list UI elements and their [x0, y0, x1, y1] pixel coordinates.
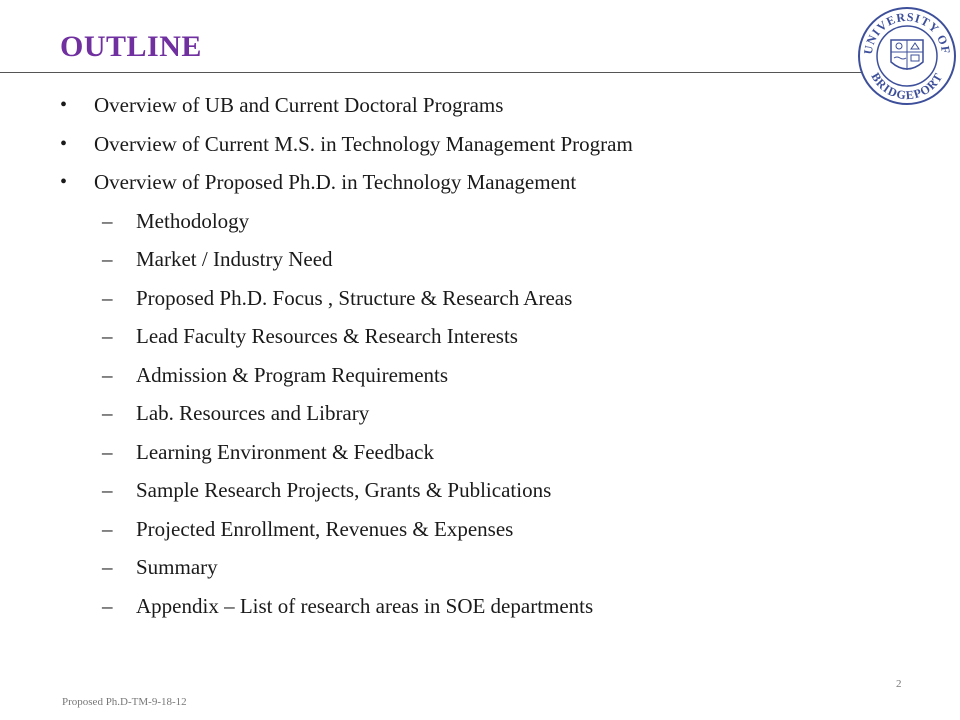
- dash-marker: –: [102, 593, 113, 618]
- footer-text: Proposed Ph.D-TM-9-18-12: [62, 696, 187, 708]
- outline-item-text: Overview of UB and Current Doctoral Programs: [94, 93, 504, 117]
- outline-item-text: Lead Faculty Resources & Research Interests: [136, 324, 518, 348]
- seal-top-text: UNIVERSITY OF: [860, 9, 954, 56]
- outline-item-text: Learning Environment & Feedback: [136, 439, 434, 464]
- sub-bullet-item: [60, 510, 920, 549]
- dash-marker: –: [102, 516, 113, 541]
- outline-list: [60, 86, 920, 625]
- sub-bullet-item: [60, 356, 920, 395]
- outline-item-text: Lab. Resources and Library: [136, 401, 370, 425]
- sub-bullet-item: [60, 471, 920, 510]
- dash-marker: –: [102, 208, 113, 233]
- outline-item-text: Overview of Proposed Ph.D. in Technology Management: [94, 170, 577, 194]
- outline-item-text: Summary: [136, 555, 218, 579]
- slide-title: OUTLINE: [60, 30, 202, 63]
- sub-bullet-item: [60, 433, 920, 472]
- dash-marker: –: [102, 247, 113, 271]
- title-divider: [0, 72, 862, 73]
- bullet-item: [60, 163, 920, 202]
- dash-marker: –: [102, 555, 113, 579]
- page-number: 2: [896, 678, 902, 690]
- sub-bullet-item: [60, 587, 920, 626]
- sub-bullet-item: [60, 279, 920, 318]
- dash-marker: –: [102, 362, 113, 387]
- sub-bullet-item: [60, 548, 920, 587]
- bullet-marker: •: [60, 171, 68, 193]
- bullet-marker: •: [60, 132, 68, 155]
- bullet-item: [60, 125, 920, 164]
- sub-bullet-item: [60, 240, 920, 279]
- dash-marker: –: [102, 401, 113, 425]
- sub-bullet-item: [60, 394, 920, 433]
- outline-item-text: Appendix – List of research areas in SOE departments: [136, 593, 594, 618]
- dash-marker: –: [102, 478, 113, 502]
- outline-item-text: Proposed Ph.D. Focus , Structure & Research Areas: [136, 285, 573, 310]
- dash-marker: –: [102, 324, 113, 348]
- outline-item-text: Sample Research Projects, Grants & Publications: [136, 478, 552, 502]
- outline-item-text: Projected Enrollment, Revenues & Expenses: [136, 516, 514, 541]
- bullet-marker: •: [60, 94, 68, 116]
- outline-item-text: Overview of Current M.S. in Technology Management Program: [94, 131, 633, 156]
- seal-bottom-text: BRIDGEPORT: [868, 70, 946, 103]
- dash-marker: –: [102, 439, 113, 464]
- dash-marker: –: [102, 285, 113, 310]
- sub-bullet-item: [60, 202, 920, 241]
- outline-item-text: Methodology: [136, 208, 250, 233]
- bullet-item: [60, 86, 920, 125]
- sub-bullet-item: [60, 317, 920, 356]
- outline-item-text: Market / Industry Need: [136, 247, 333, 271]
- outline-item-text: Admission & Program Requirements: [136, 362, 449, 387]
